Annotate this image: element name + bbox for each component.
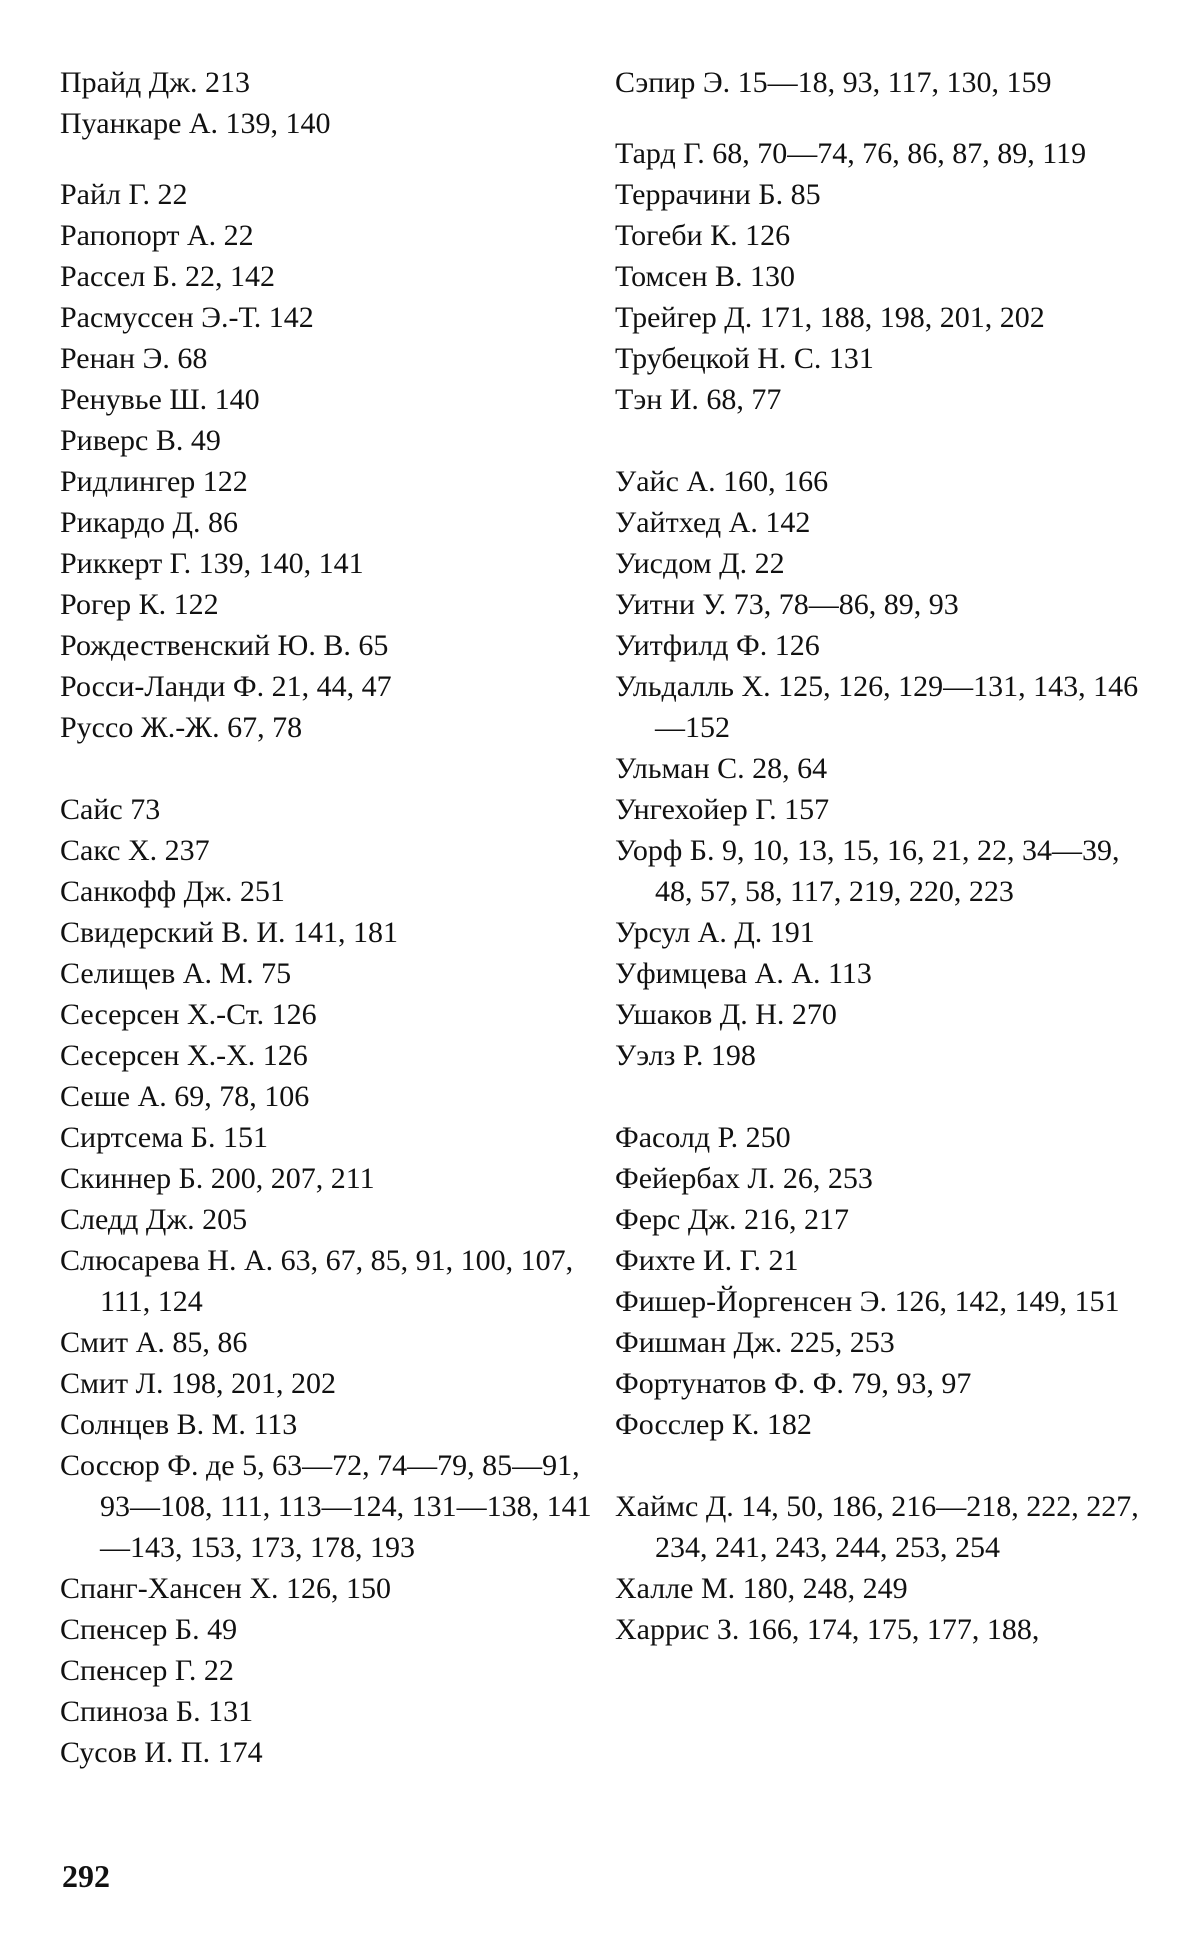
index-entry: Ульдалль Х. 125, 126, 129—131, 143, 146—152	[615, 670, 1139, 744]
index-entry: Фишман Дж. 225, 253	[615, 1326, 895, 1359]
index-entry: Уитни У. 73, 78—86, 89, 93	[615, 588, 959, 621]
group-gap	[60, 748, 600, 789]
index-entry: Слюсарева Н. А. 63, 67, 85, 91, 100, 107, 111, 124	[60, 1244, 574, 1318]
index-entry: Тард Г. 68, 70—74, 76, 86, 87, 89, 119	[615, 137, 1087, 170]
index-entry: Смит А. 85, 86	[60, 1326, 248, 1359]
index-column-right	[615, 62, 1160, 1650]
index-group-r	[60, 174, 600, 748]
index-entry: Уайтхед А. 142	[615, 506, 811, 539]
index-entry: Тогеби К. 126	[615, 219, 791, 252]
index-entry: Спанг-Хансен Х. 126, 150	[60, 1572, 391, 1605]
group-gap	[615, 420, 1160, 461]
group-gap	[60, 144, 600, 174]
index-entry: Уисдом Д. 22	[615, 547, 785, 580]
index-group-p	[60, 62, 600, 144]
index-entry: Сусов И. П. 174	[60, 1736, 263, 1769]
index-entry: Рассел Б. 22, 142	[60, 260, 276, 293]
index-entry: Террачини Б. 85	[615, 178, 821, 211]
index-entry: Сиртсема Б. 151	[60, 1121, 268, 1154]
index-entry: Ульман С. 28, 64	[615, 752, 828, 785]
index-group-t	[615, 133, 1160, 420]
index-entry: Расмуссен Э.-Т. 142	[60, 301, 314, 334]
index-group-s	[60, 789, 600, 1773]
index-entry: Уфимцева А. А. 113	[615, 957, 872, 990]
index-entry: Спиноза Б. 131	[60, 1695, 254, 1728]
index-group-h	[615, 1486, 1160, 1650]
index-entry: Фасолд Р. 250	[615, 1121, 791, 1154]
index-entry: Фортунатов Ф. Ф. 79, 93, 97	[615, 1367, 972, 1400]
index-entry: Смит Л. 198, 201, 202	[60, 1367, 337, 1400]
index-entry: Риккерт Г. 139, 140, 141	[60, 547, 364, 580]
index-entry: Соссюр Ф. де 5, 63—72, 74—79, 85—91, 93—108, 111, 113—124, 131—138, 141—143, 153, 173, 178, 193	[60, 1449, 592, 1564]
index-entry: Фосслер К. 182	[615, 1408, 812, 1441]
page-number: 292	[62, 1858, 110, 1894]
index-entry: Тэн И. 68, 77	[615, 383, 782, 416]
index-entry: Ридлингер 122	[60, 465, 248, 498]
index-entry: Сесерсен Х.-Ст. 126	[60, 998, 317, 1031]
index-entry: Уайс А. 160, 166	[615, 465, 829, 498]
index-entry: Ренан Э. 68	[60, 342, 208, 375]
group-gap	[615, 1445, 1160, 1486]
index-entry: Солнцев В. М. 113	[60, 1408, 298, 1441]
index-entry: Фейербах Л. 26, 253	[615, 1162, 873, 1195]
index-entry: Сесерсен Х.-Х. 126	[60, 1039, 308, 1072]
index-entry: Спенсер Б. 49	[60, 1613, 238, 1646]
index-entry: Харрис З. 166, 174, 175, 177, 188,	[615, 1613, 1040, 1646]
index-entry: Рождественский Ю. В. 65	[60, 629, 389, 662]
index-group-s-continued	[615, 62, 1160, 103]
index-entry: Томсен В. 130	[615, 260, 796, 293]
index-entry: Урсул А. Д. 191	[615, 916, 815, 949]
index-entry: Уэлз Р. 198	[615, 1039, 756, 1072]
index-entry: Селищев А. М. 75	[60, 957, 292, 990]
index-entry: Уорф Б. 9, 10, 13, 15, 16, 21, 22, 34—39, 48, 57, 58, 117, 219, 220, 223	[615, 834, 1120, 908]
index-entry: Ферс Дж. 216, 217	[615, 1203, 850, 1236]
index-group-f	[615, 1117, 1160, 1445]
index-entry: Руссо Ж.-Ж. 67, 78	[60, 711, 303, 744]
index-entry: Сакс Х. 237	[60, 834, 210, 867]
index-entry: Уитфилд Ф. 126	[615, 629, 820, 662]
index-entry: Ренувье Ш. 140	[60, 383, 260, 416]
index-entry: Рикардо Д. 86	[60, 506, 239, 539]
index-entry: Ушаков Д. Н. 270	[615, 998, 837, 1031]
index-entry: Трейгер Д. 171, 188, 198, 201, 202	[615, 301, 1045, 334]
index-entry: Сайс 73	[60, 793, 161, 826]
index-entry: Спенсер Г. 22	[60, 1654, 234, 1687]
index-entry: Прайд Дж. 213	[60, 66, 250, 99]
index-column-left	[60, 62, 600, 1773]
group-gap	[615, 1076, 1160, 1117]
group-gap	[615, 103, 1160, 133]
index-entry: Росси-Ланди Ф. 21, 44, 47	[60, 670, 392, 703]
index-entry: Рогер К. 122	[60, 588, 219, 621]
index-entry: Рапопорт А. 22	[60, 219, 254, 252]
index-entry: Фихте И. Г. 21	[615, 1244, 799, 1277]
index-entry: Санкофф Дж. 251	[60, 875, 285, 908]
index-entry: Халле М. 180, 248, 249	[615, 1572, 908, 1605]
index-entry: Скиннер Б. 200, 207, 211	[60, 1162, 375, 1195]
index-entry: Свидерский В. И. 141, 181	[60, 916, 398, 949]
index-group-u	[615, 461, 1160, 1076]
index-entry: Пуанкаре А. 139, 140	[60, 107, 331, 140]
index-entry: Райл Г. 22	[60, 178, 188, 211]
index-entry: Риверс В. 49	[60, 424, 221, 457]
index-entry: Хаймс Д. 14, 50, 186, 216—218, 222, 227, 234, 241, 243, 244, 253, 254	[615, 1490, 1139, 1564]
index-entry: Следд Дж. 205	[60, 1203, 248, 1236]
index-entry: Трубецкой Н. С. 131	[615, 342, 874, 375]
index-entry: Фишер-Йоргенсен Э. 126, 142, 149, 151	[615, 1285, 1120, 1318]
index-entry: Сэпир Э. 15—18, 93, 117, 130, 159	[615, 66, 1052, 99]
index-entry: Унгехойер Г. 157	[615, 793, 830, 826]
index-entry: Сеше А. 69, 78, 106	[60, 1080, 310, 1113]
